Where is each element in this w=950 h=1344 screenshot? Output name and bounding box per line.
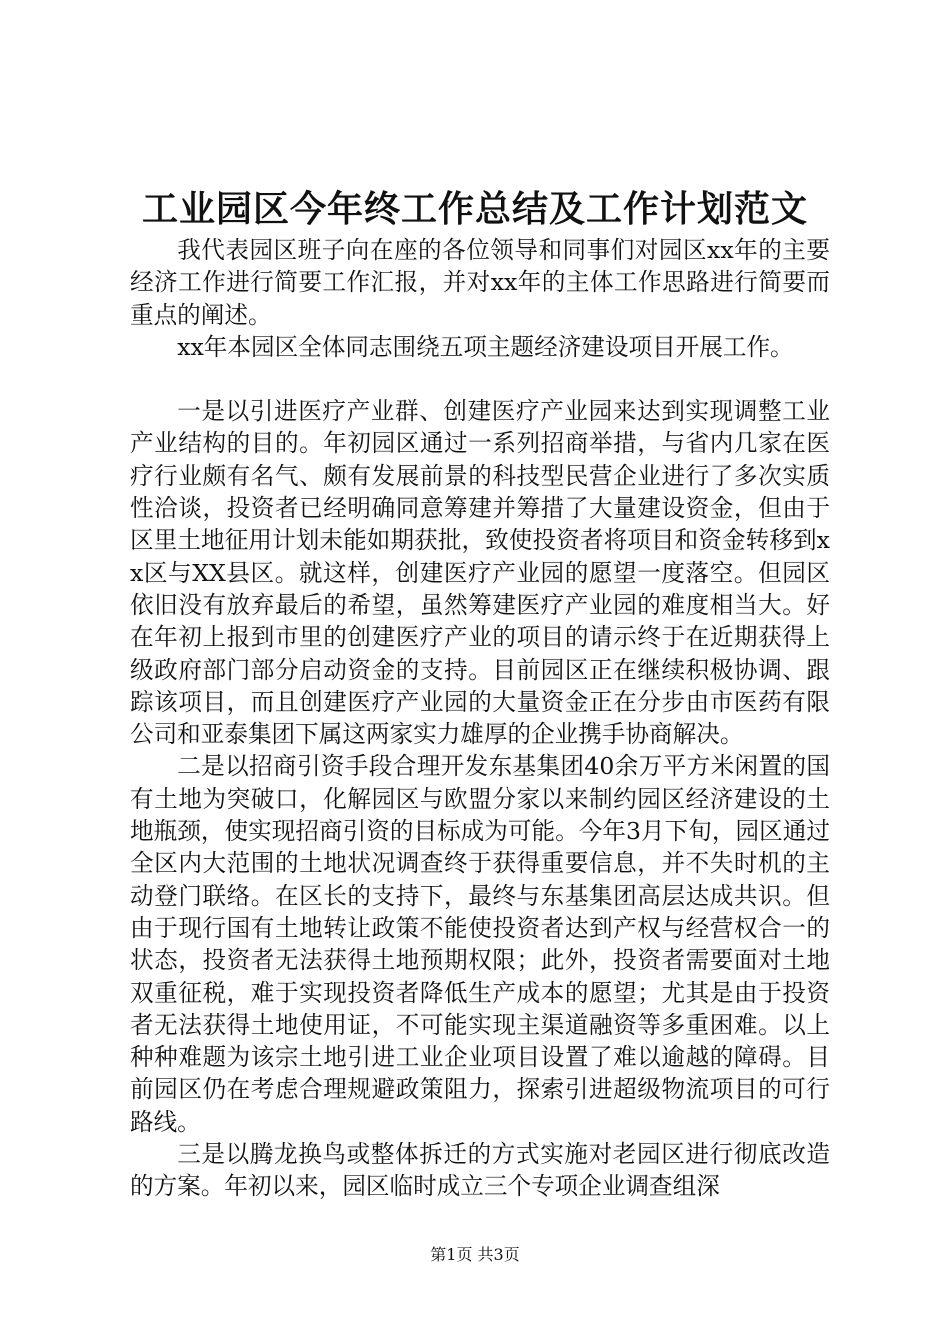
document-body [130, 234, 830, 1203]
page-footer: 第1页 共3页 [430, 1245, 520, 1264]
paragraph-summary: xx年本园区全体同志围绕五项主题经济建设项目开展工作。 [177, 332, 794, 361]
blank-line [130, 363, 830, 395]
document-title: 工业园区今年终工作总结及工作计划范文 [141, 188, 808, 230]
paragraph-item-two: 二是以招商引资手段合理开发东基集团40余万平方米闲置的国有土地为突破口，化解园区与欧盟分家以来制约园区经济建设的土地瓶颈，使实现招商引资的目标成为可能。今年3月下旬，园区通过全区内大范围的土地状况调查终于获得重要信息，并不失时机的主动登门联络。在区长的支持下，最终与东基集团高层达成共识。但由于现行国有土地转让政策不能使投资者达到产权与经营权合一的状态，投资者无法获得土地预期权限；此外，投资者需要面对土地双重征税，难于实现投资者降低生产成本的愿望；尤其是由于投资者无法获得土地使用证，不可能实现主渠道融资等多重困难。以上种种难题为该宗土地引进工业企业项目设置了难以逾越的障碍。目前园区仍在考虑合理规避政策阻力，探索引进超级物流项目的可行路线。 [130, 752, 830, 1136]
paragraph-item-three: 三是以腾龙换鸟或整体拆迁的方式实施对老园区进行彻底改造的方案。年初以来，园区临时成立三个专项企业调查组深 [130, 1140, 830, 1201]
paragraph-item-one: 一是以引进医疗产业群、创建医疗产业园来达到实现调整工业产业结构的目的。年初园区通过一系列招商举措，与省内几家在医疗行业颇有名气、颇有发展前景的科技型民营企业进行了多次实质性洽谈，投资者已经明确同意筹建并筹措了大量建设资金，但由于区里土地征用计划未能如期获批，致使投资者将项目和资金转移到xx区与XX县区。就这样，创建医疗产业园的愿望一度落空。但园区依旧没有放弃最后的希望，虽然筹建医疗产业园的难度相当大。好在年初上报到市里的创建医疗产业的项目的请示终于在近期获得上级政府部门部分启动资金的支持。目前园区正在继续积极协调、跟踪该项目，而且创建医疗产业园的大量资金正在分步由市医药有限公司和亚泰集团下属这两家实力雄厚的企业携手协商解决。 [130, 397, 830, 749]
paragraph-intro: 我代表园区班子向在座的各位领导和同事们对园区xx年的主要经济工作进行简要工作汇报，并对xx年的主体工作思路进行简要而重点的阐述。 [130, 236, 830, 329]
